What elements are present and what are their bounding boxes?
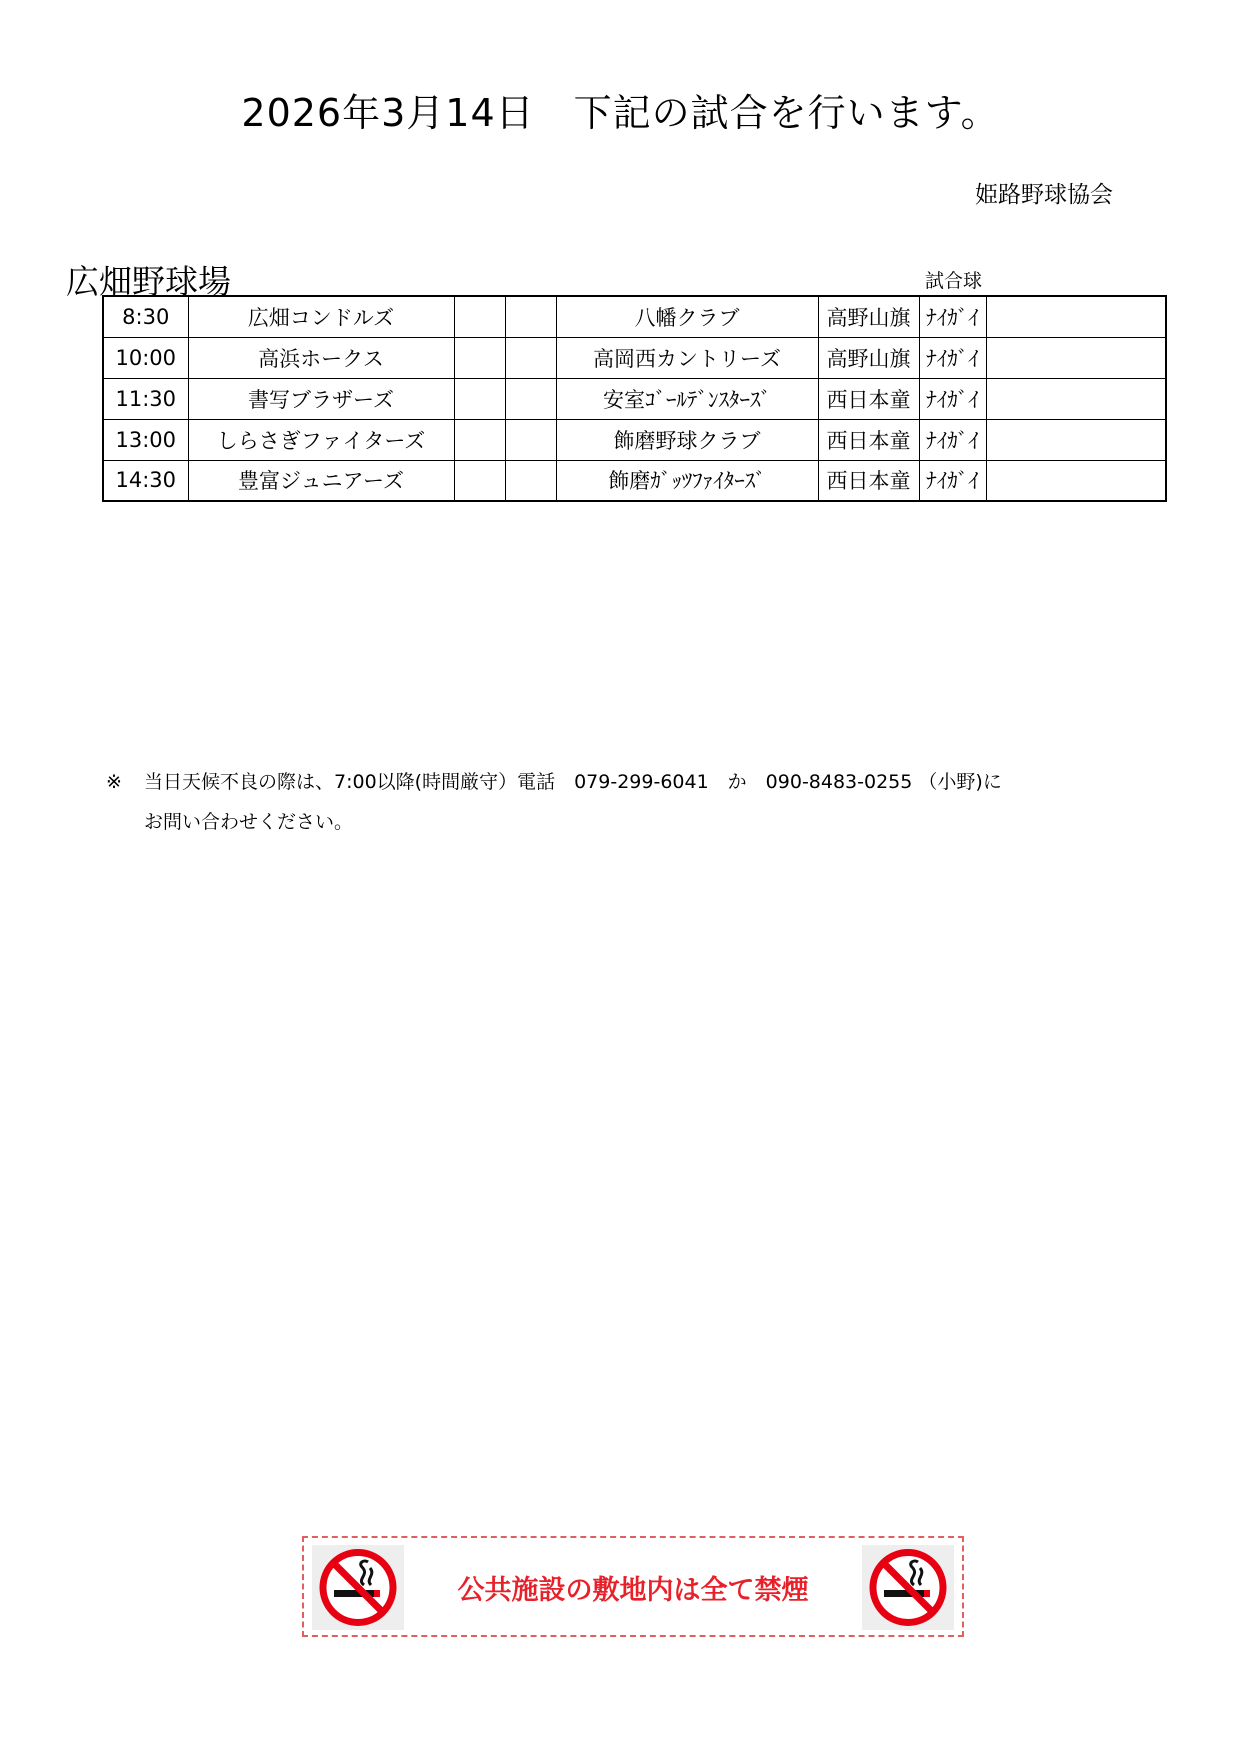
team-a: 広畑コンドルズ [188, 296, 454, 337]
notice-text-2: お問い合わせください。 [144, 811, 354, 833]
notice-line-1 [106, 762, 1002, 802]
ball-column-label: 試合球 [925, 270, 983, 292]
score-a [454, 419, 505, 460]
team-a: しらさぎファイターズ [188, 419, 454, 460]
note-cell [986, 419, 1166, 460]
score-b [505, 419, 556, 460]
game-ball: ﾅｲｶﾞｲ [919, 419, 986, 460]
team-b: 飾磨ｶﾞｯﾂﾌｧｲﾀｰｽﾞ [556, 460, 818, 501]
page-title: 2026年3月14日 下記の試合を行います。 [241, 91, 1000, 135]
team-b: 飾磨野球クラブ [556, 419, 818, 460]
score-b [505, 296, 556, 337]
no-smoking-icon [862, 1545, 954, 1630]
no-smoking-banner [302, 1536, 964, 1637]
table-row [103, 337, 1166, 378]
note-cell [986, 337, 1166, 378]
game-ball: ﾅｲｶﾞｲ [919, 378, 986, 419]
note-cell [986, 296, 1166, 337]
score-b [505, 460, 556, 501]
table-row [103, 296, 1166, 337]
team-b: 八幡クラブ [556, 296, 818, 337]
table-row [103, 378, 1166, 419]
score-a [454, 460, 505, 501]
game-ball: ﾅｲｶﾞｲ [919, 337, 986, 378]
organizer-name: 姫路野球協会 [975, 182, 1113, 208]
game-time: 14:30 [103, 460, 188, 501]
no-smoking-icon [312, 1545, 404, 1630]
table-row [103, 419, 1166, 460]
game-time: 11:30 [103, 378, 188, 419]
tournament-name: 西日本童 [818, 419, 919, 460]
score-b [505, 337, 556, 378]
note-cell [986, 378, 1166, 419]
note-cell [986, 460, 1166, 501]
team-b: 安室ｺﾞｰﾙﾃﾞﾝｽﾀｰｽﾞ [556, 378, 818, 419]
table-row [103, 460, 1166, 501]
notice-text-1: 当日天候不良の際は、7:00以降(時間厳守）電話 079-299-6041 か 090-8483-0255 （小野)に [144, 771, 1002, 793]
tournament-name: 高野山旗 [818, 337, 919, 378]
score-a [454, 378, 505, 419]
no-smoking-text: 公共施設の敷地内は全て禁煙 [457, 1575, 809, 1606]
tournament-name: 高野山旗 [818, 296, 919, 337]
tournament-name: 西日本童 [818, 378, 919, 419]
score-b [505, 378, 556, 419]
game-time: 13:00 [103, 419, 188, 460]
game-time: 10:00 [103, 337, 188, 378]
venue-name: 広畑野球場 [66, 262, 231, 301]
weather-notice [106, 762, 1002, 842]
score-a [454, 296, 505, 337]
team-a: 豊富ジュニアーズ [188, 460, 454, 501]
team-b: 高岡西カントリーズ [556, 337, 818, 378]
team-a: 書写ブラザーズ [188, 378, 454, 419]
game-ball: ﾅｲｶﾞｲ [919, 460, 986, 501]
notice-mark: ※ [106, 771, 122, 793]
game-time: 8:30 [103, 296, 188, 337]
team-a: 高浜ホークス [188, 337, 454, 378]
game-schedule-table [102, 295, 1167, 502]
score-a [454, 337, 505, 378]
game-ball: ﾅｲｶﾞｲ [919, 296, 986, 337]
tournament-name: 西日本童 [818, 460, 919, 501]
